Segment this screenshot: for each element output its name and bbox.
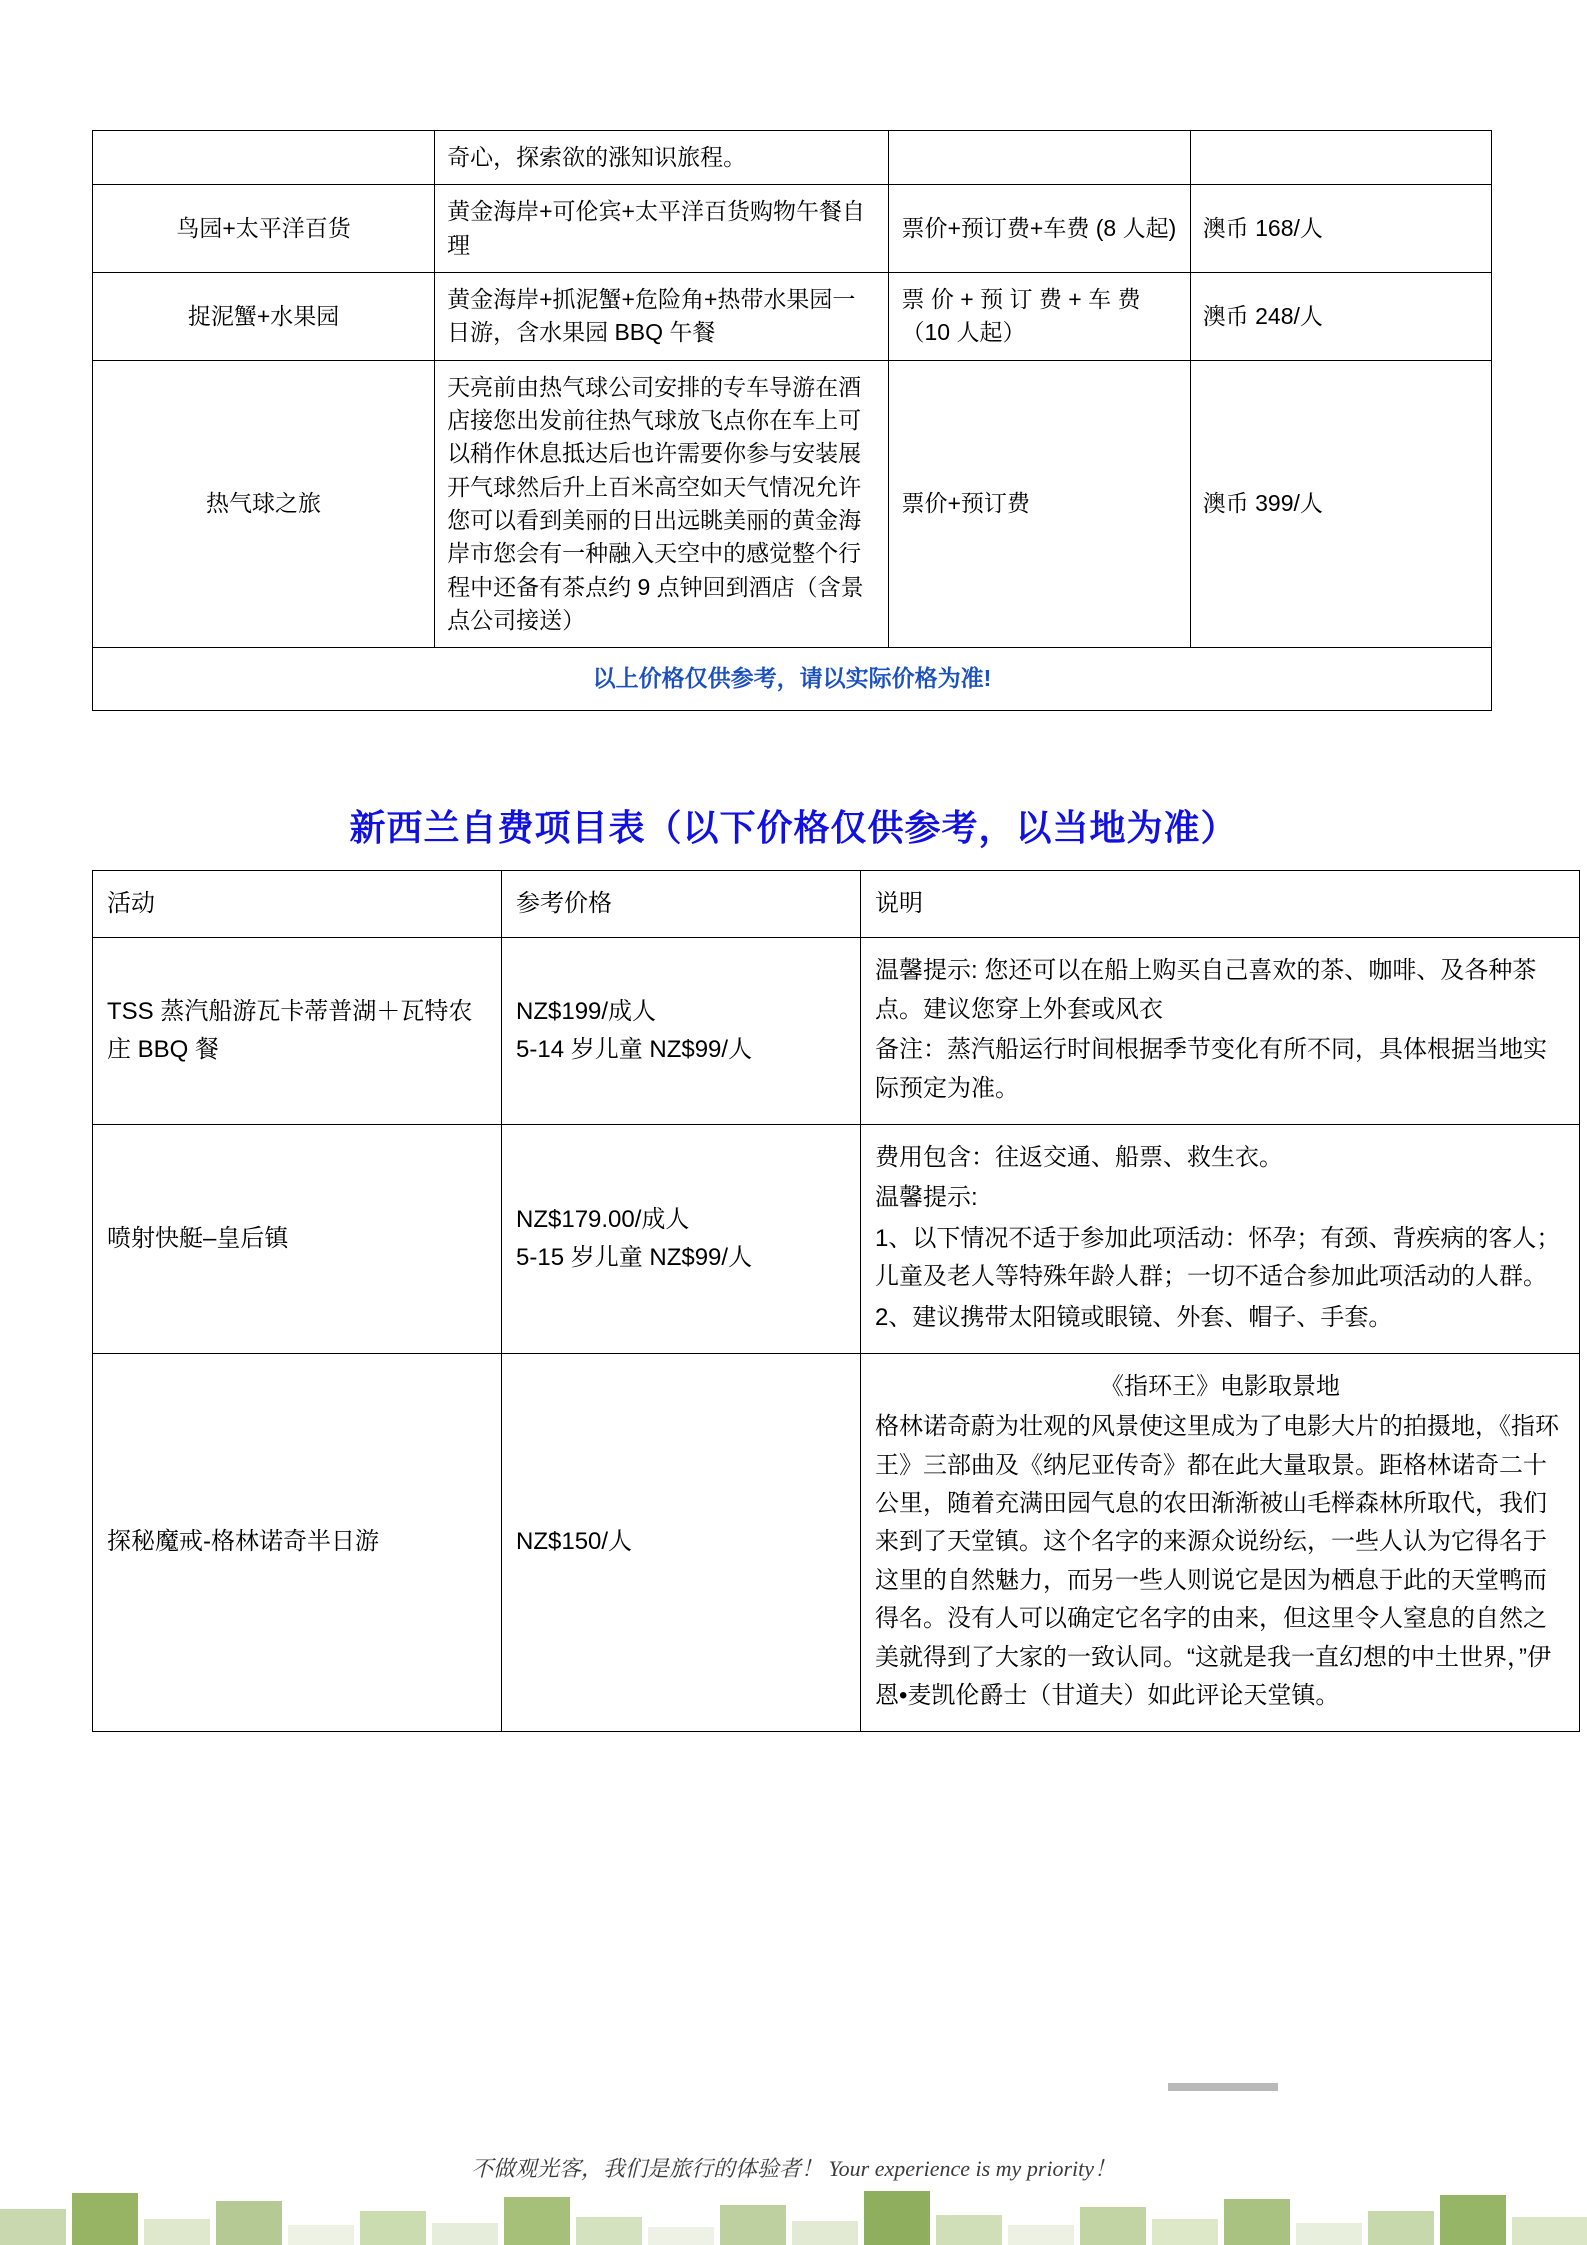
- table-row: [93, 273, 1492, 361]
- footer-bar: [1008, 2225, 1074, 2245]
- price-line-1: NZ$150/人: [516, 1528, 633, 1556]
- activity-cell: 探秘魔戒-格林诺奇半日游: [93, 1353, 502, 1732]
- footer-bar: [648, 2227, 714, 2245]
- activity-cell: 热气球之旅: [93, 360, 435, 648]
- column-header-price: 参考价格: [502, 871, 861, 938]
- description-paragraph: 温馨提示: 您还可以在船上购买自己喜欢的茶、咖啡、及各种茶点。建议您穿上外套或风衣: [875, 957, 1537, 1023]
- price-disclaimer: 以上价格仅供参考，请以实际价格为准!: [93, 648, 1492, 710]
- content-cell: 天亮前由热气球公司安排的专车导游在酒店接您出发前往热气球放飞点你在车上可以稍作休息抵达后也许需要你参与安装展开气球然后升上百米高空如天气情况允许您可以看到美丽的日出远眺美丽的黄金海岸市您会有一种融入天空中的感觉整个行程中还备有茶点约 9 点钟回到酒店（含景点公司接送）: [435, 360, 889, 648]
- description-cell: [861, 938, 1580, 1125]
- description-paragraph: 1、以下情况不适于参加此项活动：怀孕；有颈、背疾病的客人；儿童及老人等特殊年龄人群；一切不适合参加此项活动的人群。: [875, 1224, 1561, 1291]
- footer-bar: [1512, 2217, 1587, 2245]
- newzealand-optional-table: [92, 870, 1561, 1732]
- table-header-row: [93, 871, 1580, 938]
- footer-bar: [72, 2193, 138, 2245]
- table-row: [93, 1124, 1580, 1353]
- price-cell: 澳币 248/人: [1190, 273, 1491, 361]
- footer-bar: [864, 2191, 930, 2245]
- footer-slogan: 不做观光客，我们是旅行的体验者！ Your experience is my priority！: [470, 2156, 1117, 2181]
- activity-cell: 鸟园+太平洋百货: [93, 185, 435, 273]
- fee-cell: 票价+预订费: [889, 360, 1190, 648]
- footer-bar: [0, 2209, 66, 2245]
- price-line-1: NZ$199/成人: [516, 997, 657, 1025]
- fee-cell: [889, 131, 1190, 185]
- footer-bar: [1152, 2219, 1218, 2245]
- description-paragraph: 备注：蒸汽船运行时间根据季节变化有所不同，具体根据当地实际预定为准。: [875, 1036, 1547, 1102]
- footer-bar: [1080, 2207, 1146, 2245]
- price-cell: [502, 938, 861, 1125]
- footer-bar: [1296, 2223, 1362, 2245]
- price-line-2: 5-14 岁儿童 NZ$99/人: [516, 1036, 753, 1064]
- table-row: [93, 1353, 1580, 1732]
- content-cell: 奇心，探索欲的涨知识旅程。: [435, 131, 889, 185]
- content-cell: 黄金海岸+抓泥蟹+危险角+热带水果园一日游，含水果园 BBQ 午餐: [435, 273, 889, 361]
- description-paragraph: 格林诺奇蔚为壮观的风景使这里成为了电影大片的拍摄地，《指环王》三部曲及《纳尼亚传奇》都在此大量取景。距格林诺奇二十公里，随着充满田园气息的农田渐渐被山毛榉森林所取代，我们来到了天堂镇。这个名字的来源众说纷纭，一些人认为它得名于这里的自然魅力，而另一些人则说它是因为栖息于此的天堂鸭而得名。没有人可以确定它名字的由来，但这里令人窒息的自然之美就得到了大家的一致认同。“这就是我一直幻想的中土世界，”伊恩•麦凯伦爵士（甘道夫）如此评论天堂镇。: [875, 1413, 1559, 1710]
- footer-bar: [144, 2219, 210, 2245]
- price-cell: 澳币 168/人: [1190, 185, 1491, 273]
- price-cell: 澳币 399/人: [1190, 360, 1491, 648]
- footer-decoration-bars: [0, 2185, 1587, 2245]
- activity-cell: TSS 蒸汽船游瓦卡蒂普湖＋瓦特农庄 BBQ 餐: [93, 938, 502, 1125]
- description-cell: [861, 1124, 1580, 1353]
- description-heading: 《指环王》电影取景地: [1100, 1372, 1340, 1400]
- australia-optional-table: [92, 130, 1492, 711]
- footer-bar: [360, 2211, 426, 2245]
- activity-cell: 捉泥蟹+水果园: [93, 273, 435, 361]
- price-line-2: 5-15 岁儿童 NZ$99/人: [516, 1243, 753, 1271]
- footer-bar: [504, 2197, 570, 2245]
- price-cell: [502, 1124, 861, 1353]
- column-header-activity: 活动: [93, 871, 502, 938]
- activity-cell: 喷射快艇–皇后镇: [93, 1124, 502, 1353]
- nz-table: [92, 870, 1580, 1732]
- table-row: [93, 938, 1580, 1125]
- description-cell: [861, 1353, 1580, 1732]
- description-paragraph: 2、建议携带太阳镜或眼镜、外套、帽子、手套。: [875, 1303, 1393, 1331]
- table-note-row: [93, 648, 1492, 710]
- content-cell: 黄金海岸+可伦宾+太平洋百货购物午餐自理: [435, 185, 889, 273]
- price-cell: [1190, 131, 1491, 185]
- fee-cell: 票 价 + 预 订 费 + 车 费（10 人起）: [889, 273, 1190, 361]
- fee-cell: 票价+预订费+车费 (8 人起): [889, 185, 1190, 273]
- footer-bar: [432, 2223, 498, 2245]
- price-line-1: NZ$179.00/成人: [516, 1205, 690, 1233]
- footer-bar: [216, 2201, 282, 2245]
- table-row: [93, 360, 1492, 648]
- footer-bar: [792, 2221, 858, 2245]
- activity-cell: [93, 131, 435, 185]
- page-title: 新西兰自费项目表（以下价格仅供参考，以当地为准）: [349, 808, 1238, 848]
- table-row: [93, 131, 1492, 185]
- footer-bar: [1224, 2199, 1290, 2245]
- description-paragraph: 费用包含：往返交通、船票、救生衣。: [875, 1143, 1283, 1171]
- footer-bar: [288, 2225, 354, 2245]
- footer-bar: [1368, 2211, 1434, 2245]
- footer-divider: [1168, 2083, 1278, 2091]
- footer-bar: [1440, 2195, 1506, 2245]
- footer-bar: [936, 2215, 1002, 2245]
- price-cell: [502, 1353, 861, 1732]
- column-header-description: 说明: [861, 871, 1580, 938]
- table-row: [93, 185, 1492, 273]
- top-table: [92, 130, 1492, 711]
- footer-bar: [576, 2217, 642, 2245]
- description-paragraph: 温馨提示:: [875, 1184, 978, 1212]
- footer-bar: [720, 2205, 786, 2245]
